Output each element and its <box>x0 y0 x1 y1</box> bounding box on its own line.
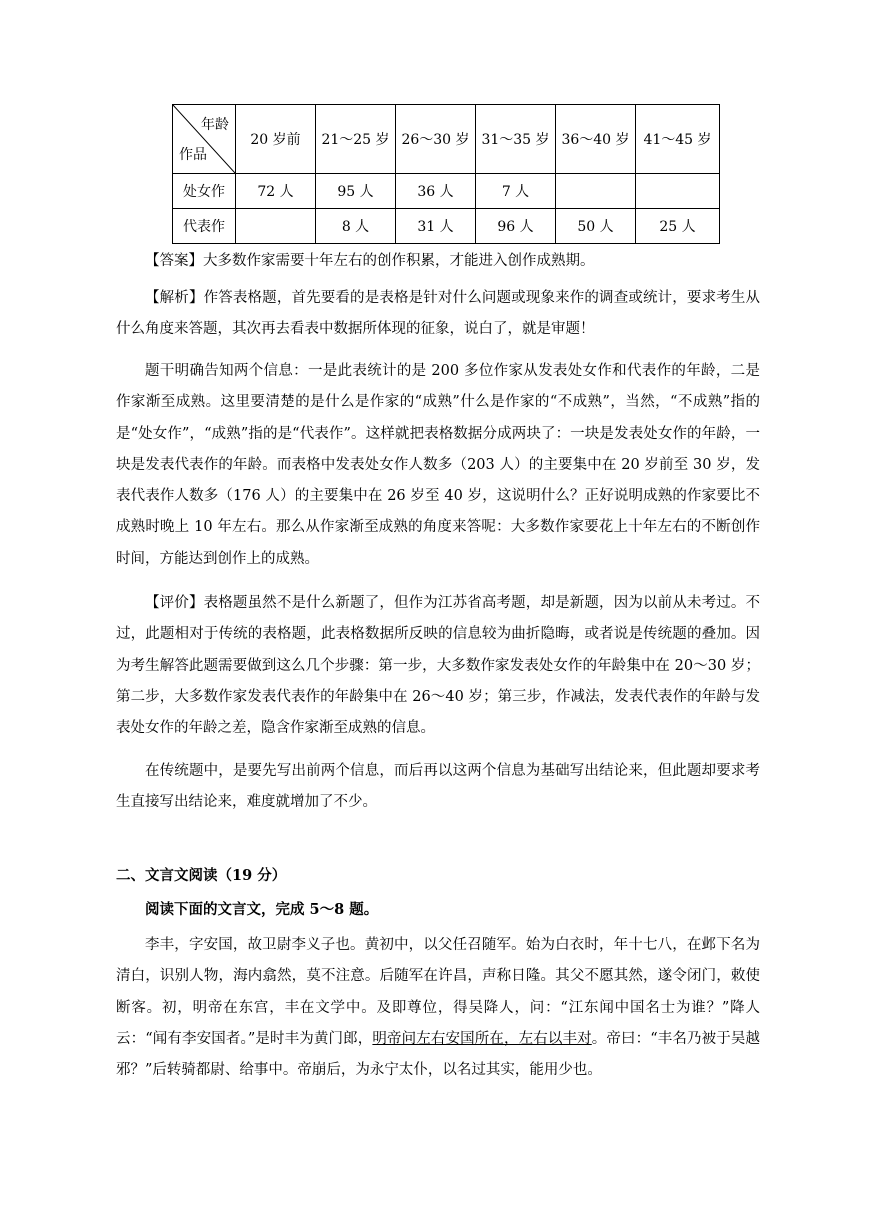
classical-text-part1: 李丰，字安国，故卫尉李义子也。黄初中，以父任召随军。始为白衣时，年十七八，在邺下名为清白，识别人物，海内翕然，莫不注意。后随军在许昌，声称日隆。其父不愿其然，遂令闭门，敕使断客。初，明帝在东宫，丰在文学中。及即尊位，得吴降人，问：“江东闻中国名士为谁？”降人云：“闻有李安国者。”是时丰为黄门郎， <box>116 937 760 1047</box>
section-title: 二、文言文阅读（19 分） <box>116 867 287 884</box>
evaluation-tag: 【评价】 <box>145 595 204 611</box>
table-cell: 96 人 <box>476 209 556 244</box>
row-label-cell: 处女作 <box>173 174 236 209</box>
table-cell: 50 人 <box>556 209 636 244</box>
analysis-detail-paragraph: 题干明确告知两个信息：一是此表统计的是 200 多位作家从发表处女作和代表作的年龄，二是作家渐至成熟。这里要清楚的是什么是作家的“成熟”什么是作家的“不成熟”，当然，“不成熟”指的是“处女作”，“成熟”指的是“代表作”。这样就把表格数据分成两块了：一块是发表处女作的年龄，一块是发表代表作的年龄。而表格中发表处女作人数多（203 人）的主要集中在 20 岁前至 30 岁，发表代表作人数多（176 人）的主要集中在 26 岁至 40 岁，这说明什么？正好说明成熟的作家要比不成熟时晚上 10 年左右。那么从作家渐至成熟的角度来答呢：大多数作家要花上十年左右的不断创作时间，方能达到创作上的成熟。 <box>116 363 760 567</box>
evaluation-paragraph <box>116 588 760 744</box>
tradition-paragraph: 在传统题中，是要先写出前两个信息，而后再以这两个信息为基础写出结论来，但此题却要求考生直接写出结论来，难度就增加了不少。 <box>116 763 760 811</box>
table-row <box>173 174 720 209</box>
age-header-cell: 31～35 岁 <box>476 105 556 174</box>
table-cell <box>236 209 316 244</box>
table-cell: 7 人 <box>476 174 556 209</box>
age-header-cell: 20 岁前 <box>236 105 316 174</box>
classical-text-part2: 。帝曰：“丰名乃被于吴越邪？”后转骑都尉、给事中。帝崩后，为永宁太仆，以名过其实，能用少也。 <box>116 1030 761 1079</box>
evaluation-text: 表格题虽然不是什么新题了，但作为江苏省高考题，却是新题，因为以前从未考过。不过，此题相对于传统的表格题，此表格数据所反映的信息较为曲折隐晦，或者说是传统题的叠加。因为考生解答此题需要做到这么几个步骤：第一步，大多数作家发表处女作的年龄集中在 20～30 岁；第二步，大多数作家发表代表作的年龄集中在 26～40 岁；第三步，作减法，发表代表作的年龄与发表处女作的年龄之差，隐含作家渐至成熟的信息。 <box>116 595 761 737</box>
answer-tag: 【答案】 <box>145 253 203 269</box>
age-header-cell: 41～45 岁 <box>636 105 720 174</box>
reading-instruction: 阅读下面的文言文，完成 5～8 题。 <box>145 901 379 918</box>
table-header-row <box>173 105 720 174</box>
analysis-text: 作答表格题，首先要看的是表格是针对什么问题或现象来作的调查或统计，要求考生从什么角度来答题，其次再去看表中数据所体现的征象，说白了，就是审题！ <box>116 290 761 338</box>
table-cell: 25 人 <box>636 209 720 244</box>
age-header-cell: 26～30 岁 <box>396 105 476 174</box>
header-age-label: 年龄 <box>201 117 229 133</box>
classical-text-paragraph <box>116 930 760 1086</box>
analysis-paragraph <box>116 283 760 346</box>
analysis-tag: 【解析】 <box>145 290 204 306</box>
age-works-table <box>172 104 720 244</box>
table-cell: 31 人 <box>396 209 476 244</box>
diagonal-header-cell <box>173 105 236 174</box>
answer-text: 大多数作家需要十年左右的创作积累，才能进入创作成熟期。 <box>203 253 595 269</box>
row-label-cell: 代表作 <box>173 209 236 244</box>
table-cell <box>556 174 636 209</box>
table-cell: 95 人 <box>316 174 396 209</box>
table-cell: 72 人 <box>236 174 316 209</box>
age-header-cell: 21～25 岁 <box>316 105 396 174</box>
answer-paragraph <box>116 246 760 277</box>
table-cell: 36 人 <box>396 174 476 209</box>
table-cell <box>636 174 720 209</box>
table-row <box>173 209 720 244</box>
underlined-sentence: 明帝问左右安国所在，左右以丰对 <box>372 1030 592 1047</box>
age-header-cell: 36～40 岁 <box>556 105 636 174</box>
table-cell: 8 人 <box>316 209 396 244</box>
header-work-label: 作品 <box>179 147 207 163</box>
